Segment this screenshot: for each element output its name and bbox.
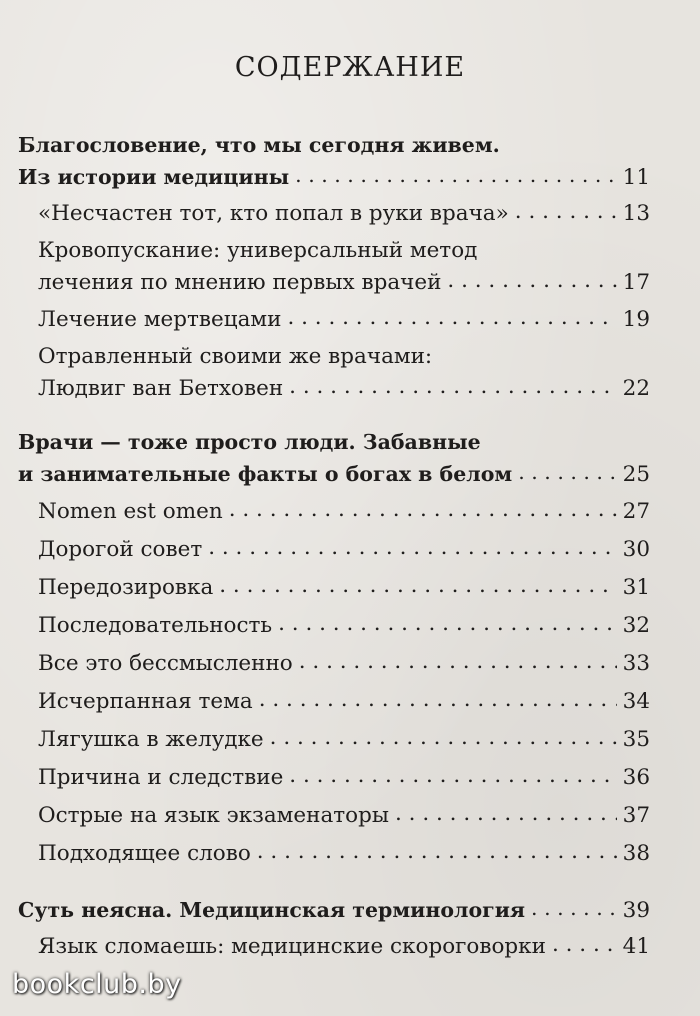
dot-leader	[287, 304, 616, 332]
dot-leader	[257, 838, 617, 866]
toc-entry	[38, 375, 650, 403]
toc-entry	[38, 536, 650, 564]
watermark-text: bookclub.by	[12, 969, 182, 1000]
dot-leader	[208, 534, 616, 562]
toc-entry-text: Благословение, что мы сегодня живем.	[18, 133, 500, 157]
toc-entry	[38, 498, 650, 526]
dot-leader	[531, 894, 617, 922]
dot-leader	[518, 458, 616, 486]
toc-entry-text: Кровопускание: универсальный метод	[38, 238, 478, 263]
dot-leader	[229, 496, 617, 524]
dot-leader	[395, 800, 617, 828]
toc-entry-text: Лечение мертвецами	[38, 307, 282, 332]
toc-entry-page: 27	[622, 499, 650, 524]
toc-entry	[38, 650, 650, 678]
dot-leader	[552, 931, 617, 959]
toc-entry-text: Передозировка	[38, 575, 214, 600]
toc-entry	[38, 343, 650, 371]
dot-leader	[289, 762, 616, 790]
toc-entry-page: 19	[622, 307, 650, 332]
toc-entry	[18, 428, 650, 456]
toc-entry-page: 39	[622, 898, 650, 923]
toc-entry-page: 33	[622, 651, 650, 676]
toc-entry-text: «Несчастен тот, кто попал в руки врача»	[38, 201, 509, 226]
dot-leader	[259, 686, 617, 714]
toc-entry-page: 38	[622, 841, 650, 866]
dot-leader	[219, 572, 616, 600]
toc-entry	[18, 131, 650, 159]
toc-entry-text: Язык сломаешь: медицинские скороговорки	[38, 934, 546, 959]
dot-leader	[289, 373, 616, 401]
toc-entry-page: 32	[622, 613, 650, 638]
dot-leader	[515, 198, 617, 226]
toc-entry	[38, 200, 650, 228]
page-title: СОДЕРЖАНИЕ	[234, 52, 466, 83]
toc-entry	[38, 688, 650, 716]
toc-entry-page: 22	[622, 376, 650, 401]
toc-entry-page: 25	[622, 462, 650, 487]
toc-entry	[38, 306, 650, 334]
dot-leader	[299, 648, 617, 676]
toc-entry-page: 35	[622, 727, 650, 752]
toc-entry	[38, 237, 650, 265]
toc-entry-page: 30	[622, 537, 650, 562]
toc-entry-text: Причина и следствие	[38, 765, 284, 790]
toc-entry	[38, 764, 650, 792]
toc-entry-text: Все это бессмысленно	[38, 651, 293, 676]
toc-entry	[18, 163, 650, 192]
dot-leader	[278, 610, 617, 638]
toc-entry-page: 37	[622, 803, 650, 828]
toc-entry	[18, 460, 650, 489]
toc-entry	[38, 574, 650, 602]
toc-entry-text: Nomen est omen	[38, 499, 223, 524]
toc-entry-text: Людвиг ван Бетховен	[38, 376, 284, 401]
toc-entry	[38, 269, 650, 297]
toc-entry-text: Подходящее слово	[38, 841, 251, 866]
toc-entry	[18, 896, 650, 925]
toc-entry	[38, 933, 650, 961]
toc-entry-text: Исчерпанная тема	[38, 689, 253, 714]
dot-leader	[270, 724, 617, 752]
toc-entry-page: 17	[622, 270, 650, 295]
toc-entry	[38, 840, 650, 868]
toc-entry-text: Последовательность	[38, 613, 273, 638]
toc-entry-page: 31	[622, 575, 650, 600]
toc-entry-page: 36	[622, 765, 650, 790]
toc-entry-text: и занимательные факты о богах в белом	[18, 462, 513, 486]
toc-entry-page: 13	[622, 201, 650, 226]
toc-entry-page: 41	[622, 934, 650, 959]
toc-entry-text: Отравленный своими же врачами:	[38, 344, 433, 369]
toc-entry-text: Суть неясна. Медицинская терминология	[18, 898, 526, 922]
toc-entry-text: лечения по мнению первых врачей	[38, 270, 442, 295]
toc-entry-page: 34	[622, 689, 650, 714]
toc-entry-text: Острые на язык экзаменаторы	[38, 803, 389, 828]
toc-entry-text: Врачи — тоже просто люди. Забавные	[18, 430, 481, 454]
dot-leader	[295, 161, 616, 189]
toc-entry	[38, 802, 650, 830]
toc-entry-text: Дорогой совет	[38, 537, 203, 562]
toc-entry	[38, 726, 650, 754]
toc-entry-text: Из истории медицины	[18, 165, 290, 189]
dot-leader	[447, 267, 616, 295]
toc-entry-page: 11	[622, 165, 650, 190]
toc-entry-text: Лягушка в желудке	[38, 727, 264, 752]
toc-entry	[38, 612, 650, 640]
